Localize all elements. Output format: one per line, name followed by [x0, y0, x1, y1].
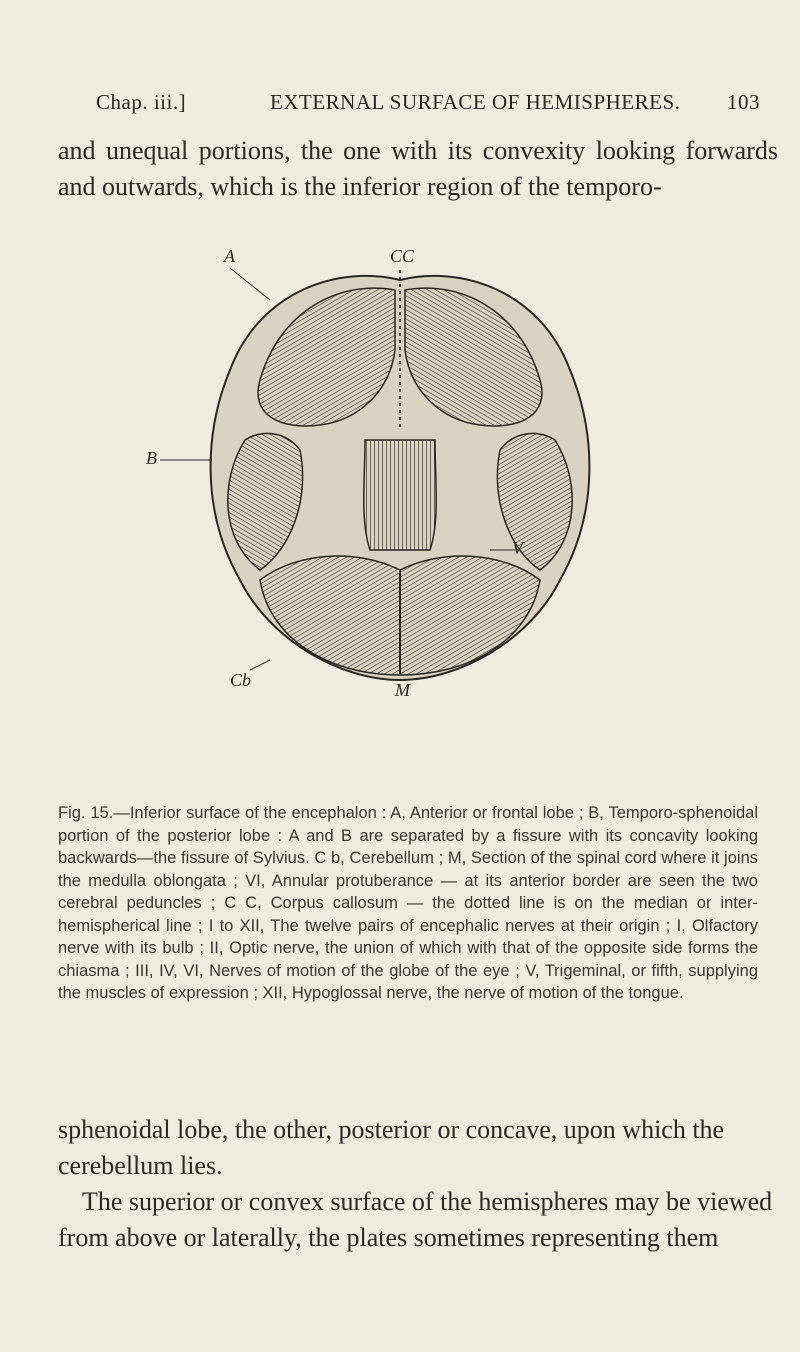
brain-illustration	[150, 250, 650, 690]
page-title: EXTERNAL SURFACE OF HEMISPHERES.	[270, 90, 681, 114]
figure-label-b: B	[146, 448, 157, 468]
figure-caption: Fig. 15.—Inferior surface of the encephalon : A, Anterior or frontal lobe ; B, Temporo-sphenoidal portion of the posterior lobe : A and B are separated by a fissure with its concavity looking backwards—the fissure of Sylvius. C b, Cerebellum ; M, Section of the spinal cord where it joins the medulla oblongata ; VI, Annular protuberance — at its anterior border are seen the two cerebral peduncles ; C C, Corpus callosum — the dotted line is on the median or inter-hemispherical line ; I to XII, The twelve pairs of encephalic nerves at their origin ; I, Olfactory nerve with its bulb ; II, Optic nerve, the union of which with that of the opposite side forms the chiasma ; III, IV, VI, Nerves of motion of the globe of the eye ; V, Trigeminal, or fifth, supplying the muscles of expression ; XII, Hypoglossal nerve, the nerve of motion of the tongue.	[58, 804, 758, 1002]
bottom-text	[58, 1112, 778, 1256]
running-header	[96, 90, 760, 122]
paragraph-text: and unequal portions, the one with its convexity looking forwards and outwards, which is the inferior region of the temporo-	[58, 136, 778, 201]
chapter-label: Chap. iii.]	[96, 90, 187, 114]
brainstem	[364, 440, 437, 550]
figure-label-cb: Cb	[230, 670, 252, 690]
figure-label-a: A	[224, 246, 235, 266]
top-paragraph	[58, 133, 778, 205]
figure-label-m: M	[395, 680, 410, 700]
paragraph-superior-surface: The superior or convex surface of the hemispheres may be viewed from above or laterally, the plates sometimes representing them	[58, 1187, 773, 1252]
paragraph-continuation: sphenoidal lobe, the other, posterior or concave, upon which the cerebellum lies.	[58, 1115, 725, 1180]
page-number: 103	[727, 90, 760, 114]
figure-label-v: V	[512, 538, 523, 558]
brain-figure	[146, 246, 650, 700]
figure-label-cc: CC	[390, 246, 415, 266]
